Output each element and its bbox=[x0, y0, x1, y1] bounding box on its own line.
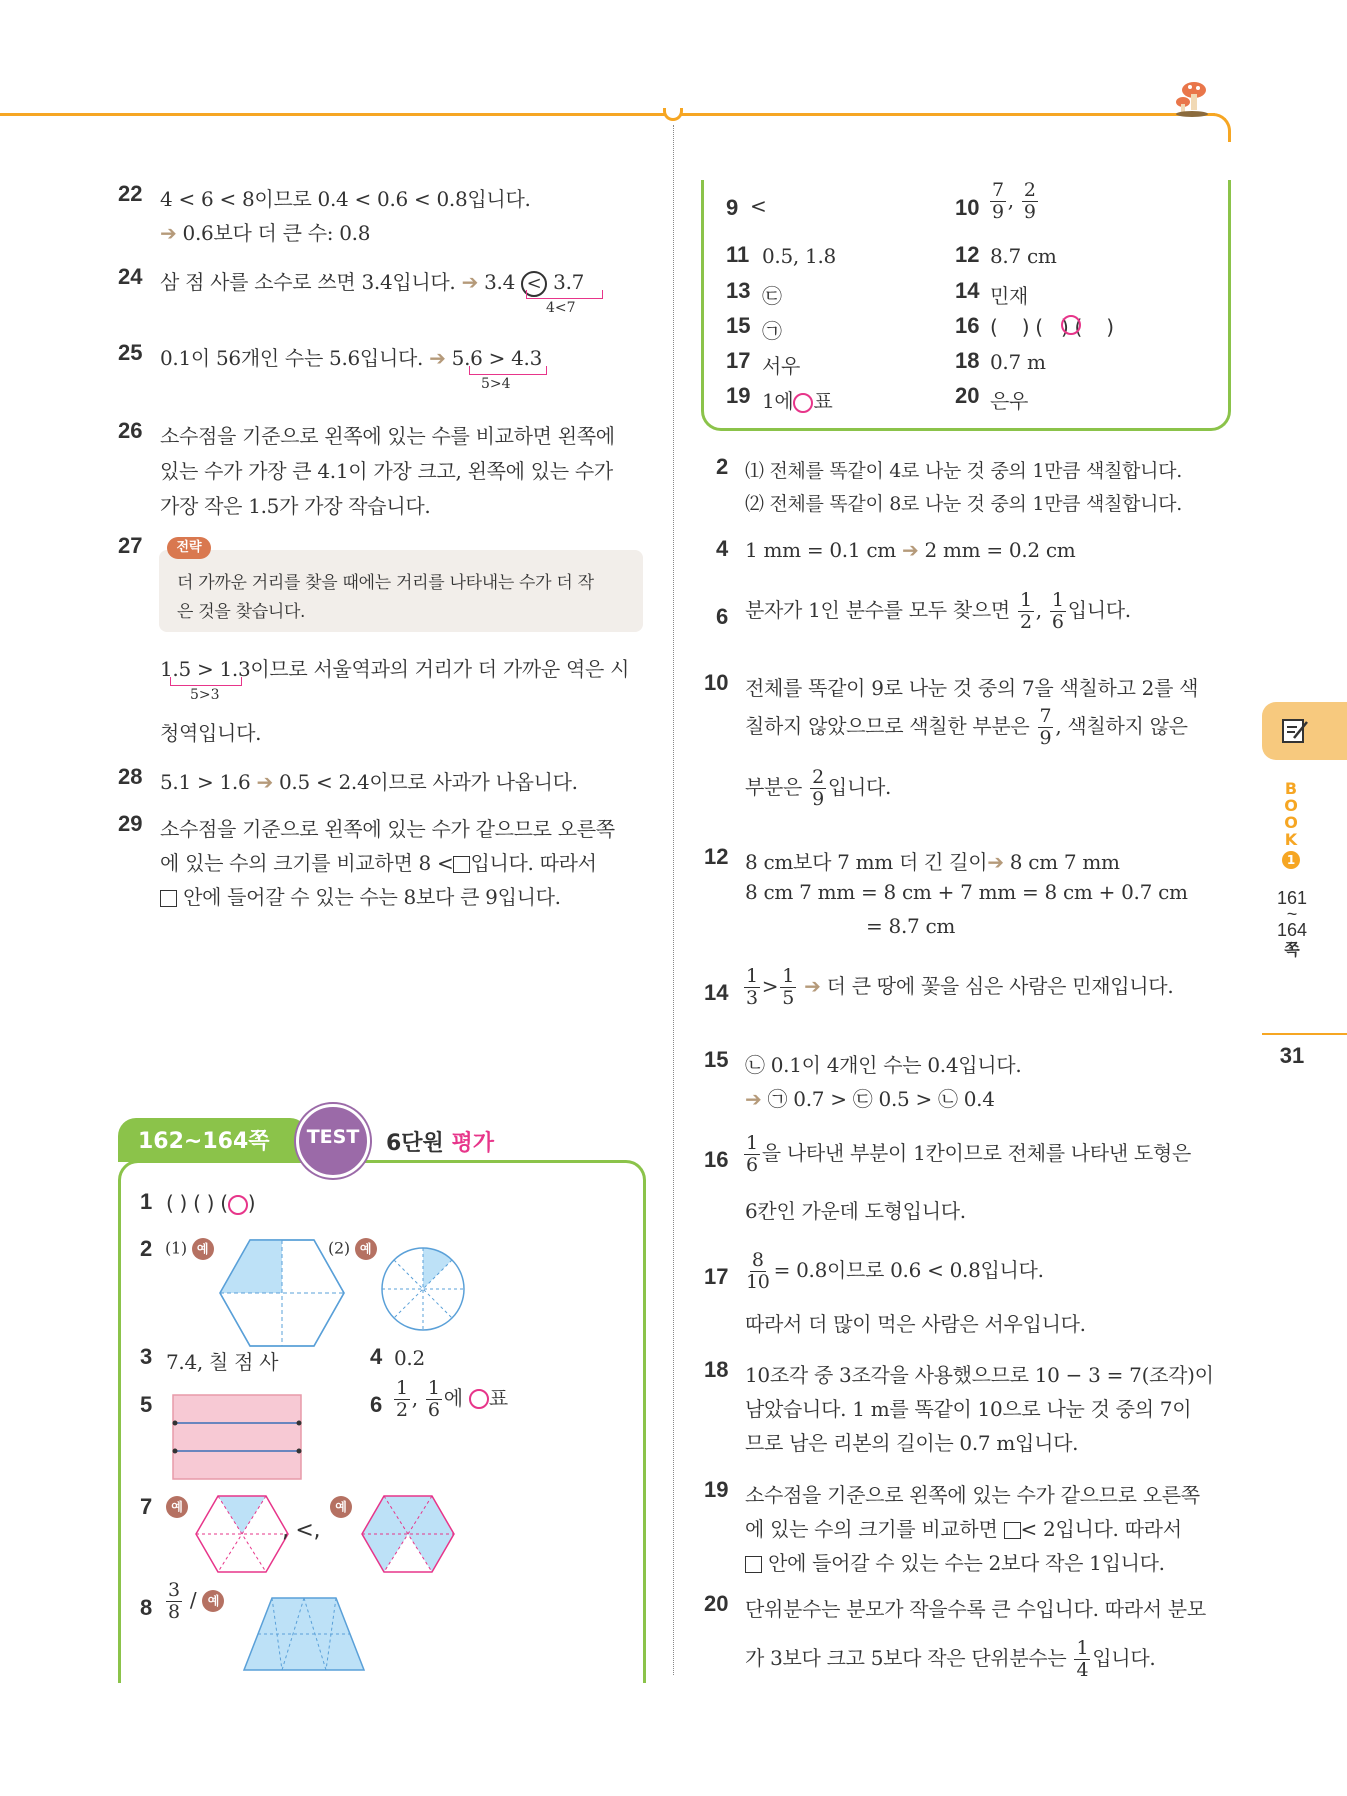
answer-part-label: (1) 예 bbox=[165, 1238, 214, 1260]
explanation-text: 남았습니다. 1 m를 똑같이 10으로 나눈 것 중의 7이 bbox=[745, 1397, 1192, 1421]
answer-text: $\frac{3}{8}$ / 예 bbox=[164, 1580, 224, 1623]
sidebar-divider bbox=[1262, 1033, 1347, 1035]
trapezoid-figure bbox=[242, 1596, 366, 1672]
answer-text: $\frac{1}{2}$ , $\frac{1}{6}$ 에 표 bbox=[396, 1377, 508, 1421]
item-number: 15 bbox=[704, 1047, 729, 1072]
item-number: 15 bbox=[726, 313, 751, 338]
explanation-text: 소수점을 기준으로 왼쪽에 있는 수를 비교하면 왼쪽에 bbox=[160, 424, 615, 448]
circle-eighth-figure bbox=[380, 1246, 466, 1332]
answer-text: $\frac{7}{9}$ , $\frac{2}{9}$ bbox=[992, 179, 1036, 223]
explanation-text: 5.1 > 1.6 ➔ 0.5 < 2.4이므로 사과가 나옵니다. bbox=[160, 770, 578, 794]
item-number: 19 bbox=[726, 383, 751, 408]
explanation-text: 전체를 똑같이 9로 나눈 것 중의 7을 색칠하고 2를 색 bbox=[745, 676, 1199, 700]
hexagon-six-figure-a bbox=[194, 1494, 290, 1574]
item-number: 10 bbox=[955, 195, 980, 220]
item-number: 5 bbox=[140, 1392, 153, 1417]
item-number: 19 bbox=[704, 1477, 729, 1502]
explanation-text: ㉡ 0.1이 4개인 수는 0.4입니다. bbox=[745, 1053, 1022, 1077]
arrow-icon: ➔ bbox=[987, 850, 1004, 874]
digit-bracket bbox=[170, 677, 242, 686]
item-number: 8 bbox=[140, 1595, 153, 1620]
bracket-note: 4<7 bbox=[546, 300, 576, 316]
item-number: 17 bbox=[704, 1264, 729, 1289]
bracket-note: 5>4 bbox=[481, 376, 511, 392]
explanation-text: ➔ ㉠ 0.7 > ㉢ 0.5 > ㉡ 0.4 bbox=[745, 1087, 995, 1111]
item-number: 18 bbox=[955, 348, 980, 373]
selected-circle bbox=[469, 1389, 489, 1409]
column-divider bbox=[673, 125, 674, 1675]
arrow-icon: ➔ bbox=[745, 1087, 762, 1111]
eval-label: 평가 bbox=[451, 1131, 494, 1156]
item-number: 4 bbox=[370, 1344, 383, 1369]
item-number: 13 bbox=[726, 278, 751, 303]
digit-bracket bbox=[526, 290, 603, 299]
explanation-text: 칠하지 않았으므로 색칠한 부분은 $\frac{7}{9}$ , 색칠하지 않은 bbox=[745, 705, 1188, 749]
comparison-operator: , <, bbox=[282, 1518, 321, 1543]
bracket-note: 5>3 bbox=[190, 687, 220, 703]
item-number: 12 bbox=[955, 242, 980, 267]
rectangle-figure bbox=[172, 1394, 302, 1480]
explanation-text: 4 < 6 < 8이므로 0.4 < 0.6 < 0.8입니다. bbox=[160, 187, 531, 211]
item-number: 14 bbox=[704, 980, 729, 1005]
hexagon-quarter-figure bbox=[218, 1238, 346, 1348]
hexagon-six-figure-b bbox=[360, 1494, 456, 1574]
blank-box bbox=[745, 1556, 762, 1573]
example-badge: 예 bbox=[166, 1496, 188, 1518]
header-notch bbox=[663, 108, 683, 121]
answer-text: < bbox=[750, 194, 767, 218]
item-number: 1 bbox=[140, 1189, 153, 1214]
item-number: 2 bbox=[140, 1236, 153, 1261]
explanation-text: 0.1이 56개인 수는 5.6입니다. ➔ 5.6 > 4.3 bbox=[160, 346, 543, 370]
answer-text: 1에 표 bbox=[762, 389, 833, 413]
explanation-text: 삼 점 사를 소수로 쓰면 3.4입니다. ➔ 3.4 < 3.7 bbox=[160, 266, 584, 297]
selected-circle bbox=[1061, 315, 1081, 335]
explanation-text: ⑵ 전체를 똑같이 8로 나눈 것 중의 1만큼 색칠합니다. bbox=[745, 493, 1182, 515]
item-number: 4 bbox=[716, 536, 729, 561]
explanation-text: ⑴ 전체를 똑같이 4로 나눈 것 중의 1만큼 색칠합니다. bbox=[745, 460, 1182, 482]
explanation-text: 에 있는 수의 크기를 비교하면 < 2입니다. 따라서 bbox=[745, 1517, 1182, 1541]
answer-text: 0.2 bbox=[394, 1346, 425, 1370]
page-range: 161 ~ 164 쪽 bbox=[1276, 888, 1308, 959]
item-number: 22 bbox=[118, 181, 143, 206]
item-number: 16 bbox=[955, 313, 980, 338]
item-number: 6 bbox=[716, 604, 729, 629]
item-number: 10 bbox=[704, 670, 729, 695]
explanation-text: 10조각 중 3조각을 사용했으므로 10 − 3 = 7(조각)이 bbox=[745, 1363, 1214, 1387]
strategy-badge: 전략 bbox=[167, 537, 211, 559]
explanation-text: 에 있는 수의 크기를 비교하면 8 < 입니다. 따라서 bbox=[160, 851, 597, 875]
explanation-text: 있는 수가 가장 큰 4.1이 가장 크고, 왼쪽에 있는 수가 bbox=[160, 459, 613, 483]
arrow-icon: ➔ bbox=[901, 538, 919, 562]
selected-circle bbox=[228, 1195, 248, 1215]
header-line bbox=[0, 113, 1215, 116]
explanation-text: $\frac{1}{6}$ 을 나타낸 부분이 1칸이므로 전체를 나타낸 도형은 bbox=[746, 1132, 1191, 1176]
arrow-icon: ➔ bbox=[429, 346, 446, 370]
comparison-circle: < bbox=[521, 271, 547, 297]
item-number: 24 bbox=[118, 264, 143, 289]
answer-text: 7.4, 칠 점 사 bbox=[166, 1350, 279, 1374]
example-badge: 예 bbox=[355, 1238, 377, 1260]
explanation-text: = 8.7 cm bbox=[866, 914, 956, 938]
explanation-text: 8 cm 7 mm = 8 cm + 7 mm = 8 cm + 0.7 cm bbox=[745, 880, 1188, 904]
arrow-icon: ➔ bbox=[461, 270, 479, 294]
answer-text: ( ) ( ) ( ) bbox=[166, 1191, 256, 1215]
explanation-text: ➔ 0.6보다 더 큰 수: 0.8 bbox=[160, 221, 371, 245]
explanation-text: 6칸인 가운데 도형입니다. bbox=[745, 1199, 966, 1223]
strategy-text: 은 것을 찾습니다. bbox=[177, 602, 306, 622]
item-number: 18 bbox=[704, 1357, 729, 1382]
item-number: 3 bbox=[140, 1344, 153, 1369]
notepad-icon bbox=[1280, 716, 1310, 746]
explanation-text: 8 cm보다 7 mm 더 긴 길이➔ 8 cm 7 mm bbox=[745, 850, 1120, 874]
mushroom-icon bbox=[1172, 76, 1212, 118]
explanation-text: 단위분수는 분모가 작을수록 큰 수입니다. 따라서 분모 bbox=[745, 1597, 1206, 1621]
explanation-text: 분자가 1인 분수를 모두 찾으면 $\frac{1}{2}$ , $\frac{1}{6}$ 입니다. bbox=[745, 589, 1131, 633]
answer-text: ㉢ bbox=[762, 284, 782, 308]
explanation-text: 안에 들어갈 수 있는 수는 2보다 작은 1입니다. bbox=[745, 1547, 1165, 1576]
explanation-text: 1.5 > 1.3이므로 서울역과의 거리가 더 가까운 역은 시 bbox=[160, 657, 630, 681]
example-badge: 예 bbox=[192, 1238, 214, 1260]
explanation-text: 안에 들어갈 수 있는 수는 8보다 큰 9입니다. bbox=[160, 881, 561, 910]
answer-text: 민재 bbox=[990, 284, 1029, 308]
item-number: 17 bbox=[726, 348, 751, 373]
item-number: 2 bbox=[716, 454, 729, 479]
explanation-text: 따라서 더 많이 먹은 사람은 서우입니다. bbox=[745, 1312, 1086, 1336]
item-number: 9 bbox=[726, 195, 739, 220]
explanation-text: 가 3보다 크고 5보다 작은 단위분수는 $\frac{1}{4}$ 입니다. bbox=[745, 1637, 1156, 1681]
book-number-badge: 1 bbox=[1282, 851, 1300, 869]
item-number: 11 bbox=[726, 242, 750, 267]
arrow-icon: ➔ bbox=[804, 973, 821, 998]
explanation-text: 소수점을 기준으로 왼쪽에 있는 수가 같으므로 오른쪽 bbox=[745, 1483, 1200, 1507]
item-number: 14 bbox=[955, 278, 980, 303]
item-number: 16 bbox=[704, 1147, 729, 1172]
explanation-text: 1 mm = 0.1 cm ➔ 2 mm = 0.2 cm bbox=[745, 538, 1076, 562]
explanation-text: 부분은 $\frac{2}{9}$ 입니다. bbox=[745, 766, 892, 810]
item-number: 6 bbox=[370, 1392, 383, 1417]
item-number: 28 bbox=[118, 764, 143, 789]
example-badge: 예 bbox=[202, 1590, 224, 1612]
item-number: 29 bbox=[118, 811, 143, 836]
test-unit-title: 6단원 평가 bbox=[386, 1131, 494, 1156]
explanation-text: $\frac{1}{3}$ > $\frac{1}{5}$ ➔ 더 큰 땅에 꽃을 심은 사람은 민재입니다. bbox=[746, 965, 1174, 1009]
arrow-icon: ➔ bbox=[256, 770, 273, 794]
item-number: 20 bbox=[955, 383, 980, 408]
answer-text: 서우 bbox=[762, 354, 801, 378]
page-number: 31 bbox=[1279, 1043, 1305, 1068]
explanation-text: 가장 작은 1.5가 가장 작습니다. bbox=[160, 494, 431, 518]
example-badge: 예 bbox=[330, 1496, 352, 1518]
arrow-icon: ➔ bbox=[160, 221, 177, 245]
digit-bracket bbox=[469, 366, 547, 375]
answer-text: 0.7 m bbox=[990, 350, 1046, 374]
blank-box bbox=[160, 890, 177, 907]
answer-part-label: (2) 예 bbox=[328, 1238, 377, 1260]
blank-box bbox=[453, 856, 470, 873]
item-number: 7 bbox=[140, 1494, 153, 1519]
test-badge-text: TEST bbox=[306, 1126, 360, 1148]
item-number: 25 bbox=[118, 340, 143, 365]
item-number: 26 bbox=[118, 418, 143, 443]
selected-circle bbox=[793, 393, 813, 413]
test-pages-label: 162~164쪽 bbox=[138, 1129, 270, 1154]
strategy-text: 더 가까운 거리를 찾을 때에는 거리를 나타내는 수가 더 작 bbox=[177, 573, 594, 593]
item-number: 12 bbox=[704, 844, 729, 869]
explanation-text: 청역입니다. bbox=[160, 721, 262, 745]
blank-box bbox=[1004, 1522, 1021, 1539]
answer-text: 8.7 cm bbox=[990, 244, 1057, 268]
answer-text: ㉠ bbox=[762, 319, 782, 343]
explanation-text: 소수점을 기준으로 왼쪽에 있는 수가 같으므로 오른쪽 bbox=[160, 817, 615, 841]
item-number: 27 bbox=[118, 533, 143, 558]
book-label: BOOK bbox=[1284, 779, 1298, 849]
item-number: 20 bbox=[704, 1591, 729, 1616]
answer-text: ( ) ( ) ( ) bbox=[990, 315, 1114, 339]
explanation-text: $\frac{8}{10}$ = 0.8이므로 0.6 < 0.8입니다. bbox=[746, 1249, 1044, 1293]
answer-text: 0.5, 1.8 bbox=[762, 244, 836, 268]
answer-text: 은우 bbox=[990, 389, 1029, 413]
explanation-text: 므로 남은 리본의 길이는 0.7 m입니다. bbox=[745, 1431, 1079, 1455]
